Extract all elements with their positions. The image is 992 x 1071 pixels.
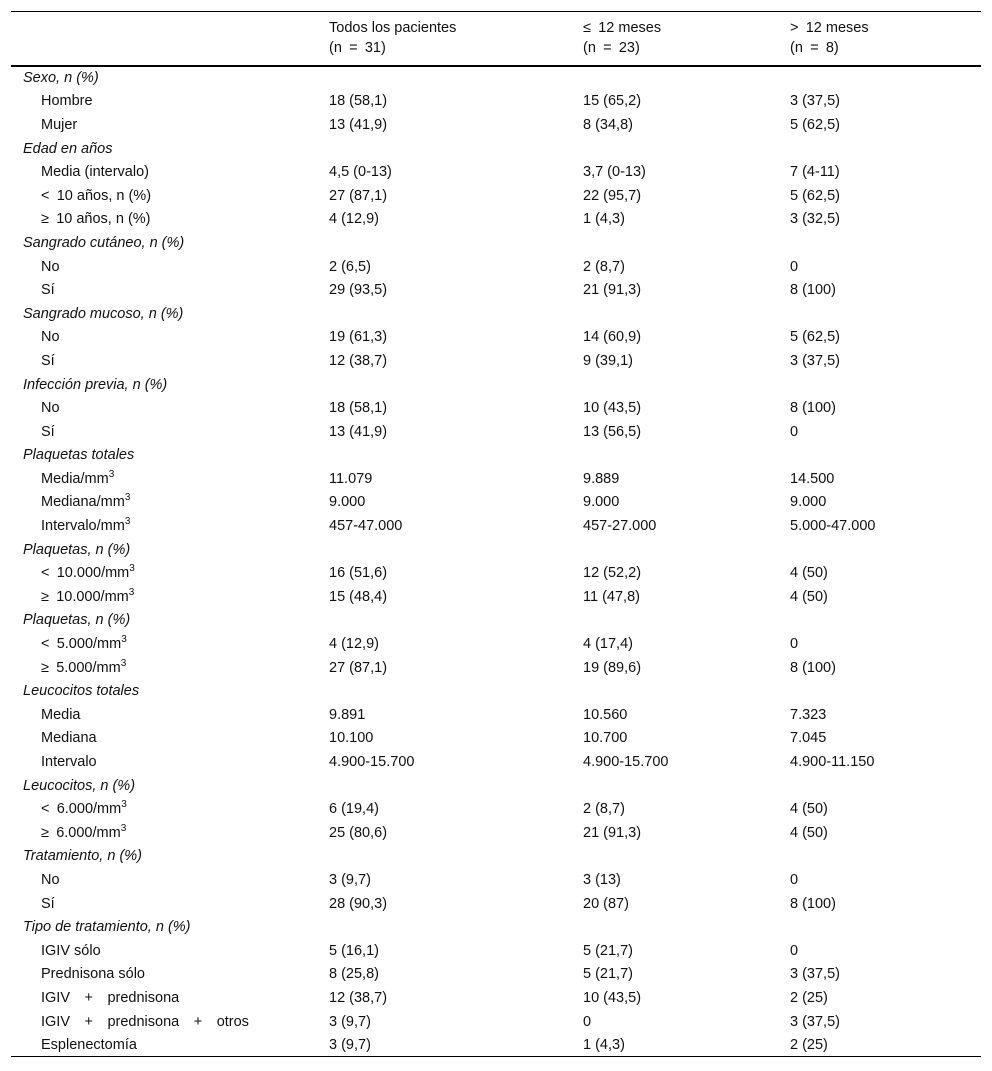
value-all-patients: 9.891 <box>329 706 366 723</box>
table-row <box>11 632 981 656</box>
superscript: 3 <box>120 657 127 669</box>
table-row <box>11 939 981 963</box>
value-gt-12-months: 4 (50) <box>790 565 828 582</box>
table-row <box>11 160 981 184</box>
table-row <box>11 750 981 774</box>
value-gt-12-months: 8 (100) <box>790 282 836 299</box>
group-header-row <box>11 66 981 90</box>
header-all-patients <box>317 12 571 67</box>
value-gt-12-months: 5.000-47.000 <box>790 518 876 535</box>
group-label: Leucocitos, n (%) <box>23 777 136 794</box>
value-le-12-months: 5 (21,7) <box>583 966 633 983</box>
value-all-patients: 4,5 (0-13) <box>329 164 392 181</box>
value-all-patients: 11.079 <box>329 470 373 487</box>
superscript: 3 <box>108 469 115 481</box>
value-le-12-months: 2 (8,7) <box>583 258 625 275</box>
row-label-cell <box>11 1033 317 1057</box>
row-label-cell <box>11 491 317 515</box>
table-body <box>11 66 981 1057</box>
group-label: Sangrado cutáneo, n (%) <box>23 234 185 251</box>
value-gt-12-months: 4 (50) <box>790 588 828 605</box>
value-le-12-months: 11 (47,8) <box>583 588 640 605</box>
value-all-patients: 457-47.000 <box>329 518 403 535</box>
value-gt-12-months: 0 <box>790 258 799 275</box>
group-header-row <box>11 373 981 397</box>
row-label: ≥ 10.000/mm <box>41 588 129 605</box>
row-label: Mujer <box>41 116 78 133</box>
row-label-cell <box>11 420 317 444</box>
value-le-12-months: 21 (91,3) <box>583 282 642 299</box>
row-label-cell <box>11 561 317 585</box>
row-label: Intervalo <box>41 754 97 771</box>
value-gt-12-months: 2 (25) <box>790 989 828 1006</box>
group-label: Tratamiento, n (%) <box>23 848 142 865</box>
group-header-row <box>11 137 981 161</box>
group-header-row <box>11 538 981 562</box>
value-all-patients: 29 (93,5) <box>329 282 388 299</box>
value-all-patients: 3 (9,7) <box>329 1013 371 1030</box>
table-row <box>11 514 981 538</box>
table-row <box>11 727 981 751</box>
value-gt-12-months: 0 <box>790 871 799 888</box>
table-row <box>11 278 981 302</box>
value-le-12-months: 10.700 <box>583 730 628 747</box>
header-gt-12-months-n: (n = 8) <box>790 40 839 56</box>
value-le-12-months: 20 (87) <box>583 895 629 912</box>
row-label-cell <box>11 349 317 373</box>
value-gt-12-months: 2 (25) <box>790 1036 828 1053</box>
row-label-cell <box>11 632 317 656</box>
group-label: Plaquetas, n (%) <box>23 541 131 558</box>
value-all-patients: 12 (38,7) <box>329 989 388 1006</box>
row-label: IGIV + prednisona <box>41 989 180 1006</box>
value-all-patients: 2 (6,5) <box>329 258 371 275</box>
row-label-cell <box>11 892 317 916</box>
value-le-12-months: 457-27.000 <box>583 518 657 535</box>
value-gt-12-months: 8 (100) <box>790 400 836 417</box>
row-label-cell <box>11 208 317 232</box>
value-gt-12-months: 3 (32,5) <box>790 211 840 228</box>
value-le-12-months: 4 (17,4) <box>583 636 633 653</box>
row-label: Prednisona sólo <box>41 966 145 983</box>
header-le-12-months-title: ≤ 12 meses <box>583 20 662 36</box>
value-le-12-months: 3 (13) <box>583 871 621 888</box>
value-all-patients: 4 (12,9) <box>329 636 379 653</box>
row-label: < 10.000/mm <box>41 565 130 582</box>
value-all-patients: 10.100 <box>329 730 374 747</box>
table-row <box>11 255 981 279</box>
row-label-cell <box>11 113 317 137</box>
value-gt-12-months: 5 (62,5) <box>790 329 840 346</box>
group-label: Plaquetas, n (%) <box>23 612 131 629</box>
table-row <box>11 208 981 232</box>
value-all-patients: 16 (51,6) <box>329 565 388 582</box>
value-gt-12-months: 0 <box>790 423 799 440</box>
row-label: No <box>41 871 60 888</box>
superscript: 3 <box>121 799 127 811</box>
value-all-patients: 15 (48,4) <box>329 588 388 605</box>
group-header-row <box>11 845 981 869</box>
table-row <box>11 1033 981 1057</box>
value-le-12-months: 10.560 <box>583 706 628 723</box>
table-row <box>11 986 981 1010</box>
row-label-cell <box>11 939 317 963</box>
value-gt-12-months: 3 (37,5) <box>790 352 840 369</box>
row-label-cell <box>11 750 317 774</box>
table-row <box>11 561 981 585</box>
value-gt-12-months: 9.000 <box>790 494 827 511</box>
value-all-patients: 4 (12,9) <box>329 211 379 228</box>
patients-table <box>11 11 981 1057</box>
value-gt-12-months: 7 (4-11) <box>790 164 840 181</box>
group-label: Leucocitos totales <box>23 683 140 700</box>
value-le-12-months: 15 (65,2) <box>583 93 642 110</box>
row-label-cell <box>11 963 317 987</box>
row-label-cell <box>11 90 317 114</box>
header-all-patients-title: Todos los pacientes <box>329 20 457 36</box>
row-label: < 5.000/mm <box>41 636 122 653</box>
row-label-cell <box>11 278 317 302</box>
table-row <box>11 797 981 821</box>
table-row <box>11 349 981 373</box>
row-label: < 6.000/mm <box>41 801 122 818</box>
value-le-12-months: 5 (21,7) <box>583 942 633 959</box>
value-all-patients: 13 (41,9) <box>329 116 388 133</box>
value-le-12-months: 0 <box>583 1013 592 1030</box>
value-gt-12-months: 5 (62,5) <box>790 187 840 204</box>
row-label-cell <box>11 986 317 1010</box>
value-all-patients: 27 (87,1) <box>329 187 388 204</box>
superscript: 3 <box>124 492 131 504</box>
group-header-row <box>11 444 981 468</box>
value-le-12-months: 22 (95,7) <box>583 187 642 204</box>
row-label: Hombre <box>41 93 93 110</box>
value-le-12-months: 3,7 (0-13) <box>583 164 646 181</box>
value-all-patients: 27 (87,1) <box>329 659 388 676</box>
table-row <box>11 420 981 444</box>
group-label: Sexo, n (%) <box>23 70 99 87</box>
row-label: Media/mm <box>41 470 109 487</box>
table-header <box>11 12 981 67</box>
value-le-12-months: 8 (34,8) <box>583 116 633 133</box>
table-row <box>11 821 981 845</box>
value-le-12-months: 13 (56,5) <box>583 423 642 440</box>
row-label: No <box>41 329 60 346</box>
group-label: Edad en años <box>23 140 113 157</box>
table-container <box>11 11 981 1057</box>
value-gt-12-months: 0 <box>790 636 799 653</box>
group-label: Infección previa, n (%) <box>23 376 168 393</box>
header-row <box>11 12 981 67</box>
row-label-cell <box>11 467 317 491</box>
table-row <box>11 326 981 350</box>
value-all-patients: 13 (41,9) <box>329 423 388 440</box>
value-all-patients: 4.900-15.700 <box>329 754 415 771</box>
row-label-cell <box>11 585 317 609</box>
row-label: ≥ 6.000/mm <box>41 824 121 841</box>
value-all-patients: 3 (9,7) <box>329 1036 371 1053</box>
value-gt-12-months: 3 (37,5) <box>790 1013 840 1030</box>
value-le-12-months: 19 (89,6) <box>583 659 642 676</box>
header-gt-12-months-title: > 12 meses <box>790 20 869 36</box>
row-label: Sí <box>41 895 55 912</box>
table-row <box>11 184 981 208</box>
value-gt-12-months: 7.323 <box>790 706 827 723</box>
row-label-cell <box>11 727 317 751</box>
header-all-patients-n: (n = 31) <box>329 40 386 56</box>
row-label: Mediana <box>41 730 97 747</box>
value-all-patients: 3 (9,7) <box>329 871 371 888</box>
table-row <box>11 1010 981 1034</box>
row-label-cell <box>11 703 317 727</box>
superscript: 3 <box>129 563 135 575</box>
table-row <box>11 963 981 987</box>
value-gt-12-months: 8 (100) <box>790 659 836 676</box>
group-label: Tipo de tratamiento, n (%) <box>23 919 191 936</box>
value-gt-12-months: 4.900-11.150 <box>790 754 875 771</box>
header-le-12-months <box>571 12 778 67</box>
header-gt-12-months <box>778 12 981 67</box>
value-le-12-months: 2 (8,7) <box>583 801 625 818</box>
value-le-12-months: 10 (43,5) <box>583 400 642 417</box>
value-all-patients: 5 (16,1) <box>329 942 379 959</box>
value-gt-12-months: 3 (37,5) <box>790 93 840 110</box>
row-label: Sí <box>41 352 55 369</box>
table-row <box>11 656 981 680</box>
value-le-12-months: 14 (60,9) <box>583 329 642 346</box>
table-row <box>11 703 981 727</box>
row-label: Sí <box>41 423 55 440</box>
value-all-patients: 25 (80,6) <box>329 824 388 841</box>
row-label-cell <box>11 821 317 845</box>
value-all-patients: 12 (38,7) <box>329 352 388 369</box>
group-header-row <box>11 609 981 633</box>
header-empty-cell <box>11 12 317 67</box>
value-gt-12-months: 14.500 <box>790 470 835 487</box>
superscript: 3 <box>124 516 131 528</box>
value-gt-12-months: 5 (62,5) <box>790 116 840 133</box>
row-label-cell <box>11 868 317 892</box>
row-label: Esplenectomía <box>41 1036 137 1053</box>
value-all-patients: 19 (61,3) <box>329 329 388 346</box>
row-label: Intervalo/mm <box>41 518 125 535</box>
row-label-cell <box>11 656 317 680</box>
value-gt-12-months: 4 (50) <box>790 824 828 841</box>
group-header-row <box>11 915 981 939</box>
row-label-cell <box>11 255 317 279</box>
value-all-patients: 8 (25,8) <box>329 966 379 983</box>
value-all-patients: 9.000 <box>329 494 366 511</box>
table-row <box>11 396 981 420</box>
row-label-cell <box>11 184 317 208</box>
value-all-patients: 28 (90,3) <box>329 895 388 912</box>
group-header-row <box>11 679 981 703</box>
group-header-row <box>11 774 981 798</box>
row-label-cell <box>11 160 317 184</box>
superscript: 3 <box>121 634 127 646</box>
table-row <box>11 113 981 137</box>
value-all-patients: 18 (58,1) <box>329 400 388 417</box>
group-label: Plaquetas totales <box>23 447 135 464</box>
row-label-cell <box>11 514 317 538</box>
value-le-12-months: 21 (91,3) <box>583 824 642 841</box>
row-label: IGIV + prednisona + otros <box>41 1013 249 1030</box>
value-all-patients: 18 (58,1) <box>329 93 388 110</box>
group-label: Sangrado mucoso, n (%) <box>23 305 184 322</box>
row-label: ≥ 5.000/mm <box>41 659 121 676</box>
value-le-12-months: 9.889 <box>583 470 620 487</box>
row-label: Sí <box>41 282 55 299</box>
value-le-12-months: 9.000 <box>583 494 620 511</box>
table-row <box>11 892 981 916</box>
row-label-cell <box>11 797 317 821</box>
row-label: < 10 años, n (%) <box>41 187 152 204</box>
row-label: No <box>41 400 60 417</box>
value-gt-12-months: 8 (100) <box>790 895 836 912</box>
value-gt-12-months: 3 (37,5) <box>790 966 840 983</box>
value-gt-12-months: 0 <box>790 942 799 959</box>
value-gt-12-months: 4 (50) <box>790 801 828 818</box>
superscript: 3 <box>120 822 127 834</box>
value-all-patients: 6 (19,4) <box>329 801 379 818</box>
group-header-row <box>11 231 981 255</box>
value-le-12-months: 12 (52,2) <box>583 565 642 582</box>
row-label-cell <box>11 396 317 420</box>
value-le-12-months: 9 (39,1) <box>583 352 633 369</box>
row-label-cell <box>11 326 317 350</box>
row-label: Media <box>41 706 81 723</box>
row-label: No <box>41 258 60 275</box>
row-label: ≥ 10 años, n (%) <box>41 211 151 228</box>
value-le-12-months: 1 (4,3) <box>583 1036 625 1053</box>
value-le-12-months: 1 (4,3) <box>583 211 625 228</box>
value-gt-12-months: 7.045 <box>790 730 827 747</box>
value-le-12-months: 4.900-15.700 <box>583 754 669 771</box>
table-row <box>11 467 981 491</box>
row-label-cell <box>11 1010 317 1034</box>
table-row <box>11 868 981 892</box>
value-le-12-months: 10 (43,5) <box>583 989 642 1006</box>
row-label: IGIV sólo <box>41 942 101 959</box>
header-le-12-months-n: (n = 23) <box>583 40 640 56</box>
table-row <box>11 90 981 114</box>
superscript: 3 <box>128 587 135 599</box>
table-row <box>11 585 981 609</box>
row-label: Mediana/mm <box>41 494 125 511</box>
table-row <box>11 491 981 515</box>
row-label: Media (intervalo) <box>41 164 149 181</box>
group-header-row <box>11 302 981 326</box>
